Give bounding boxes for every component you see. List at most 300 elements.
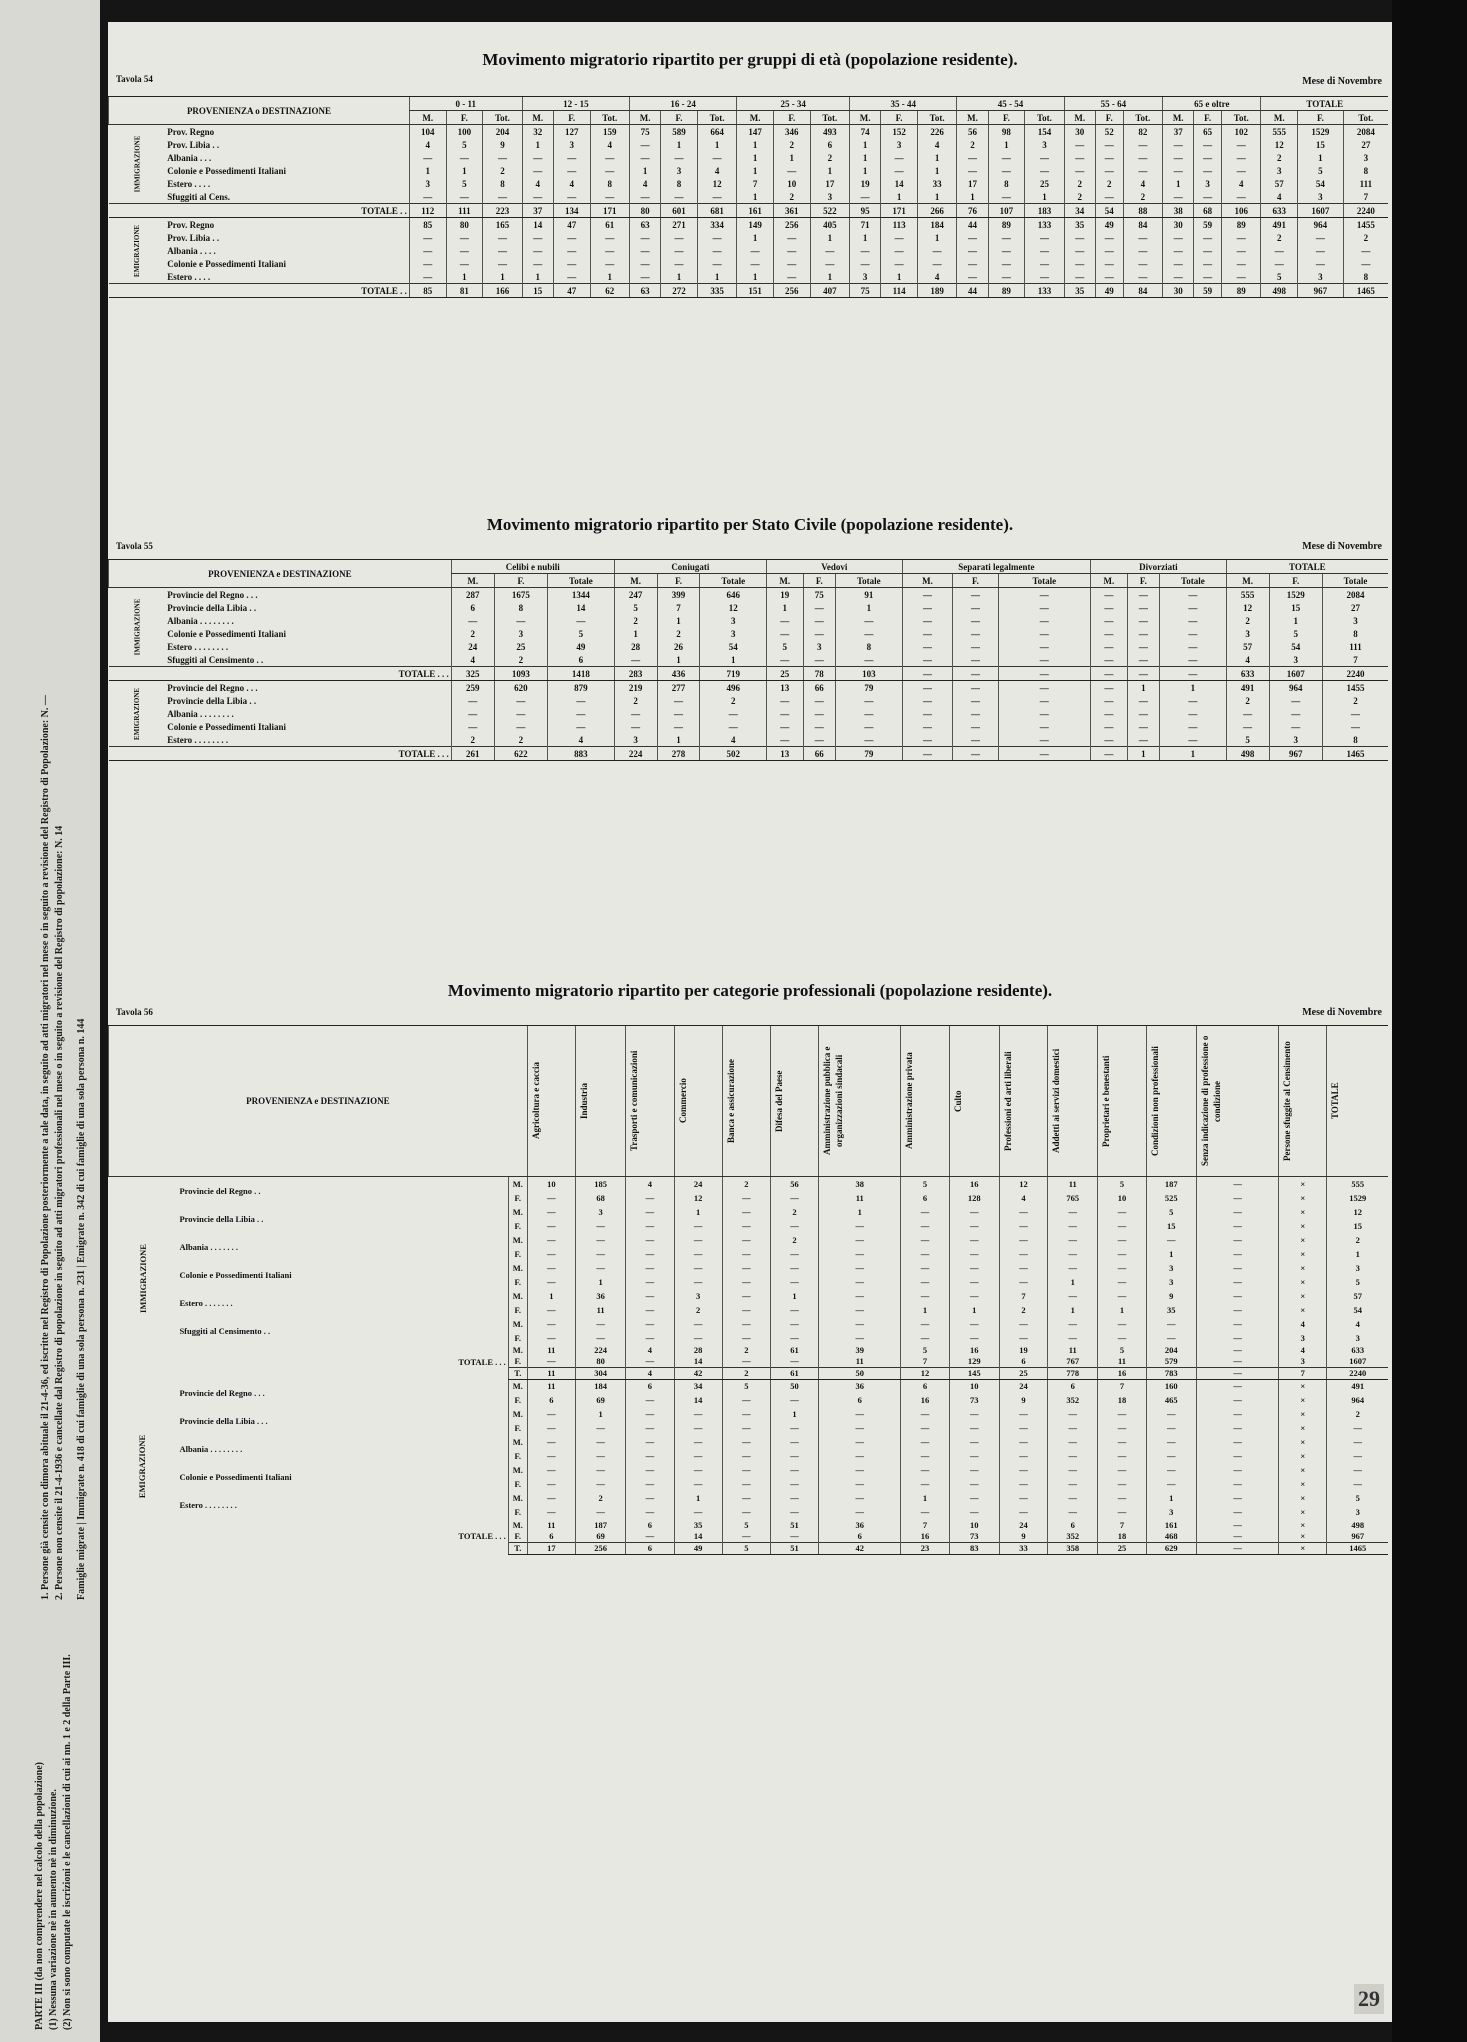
- total-label: TOTALE . . .: [458, 1531, 506, 1542]
- table-row: [109, 1177, 1389, 1192]
- value-cell: —: [819, 1261, 901, 1275]
- value-cell: 5: [1146, 1205, 1196, 1219]
- total-row: [109, 747, 1389, 761]
- row-label: Estero . . . . . . . .: [179, 1500, 237, 1510]
- value-cell: —: [819, 1275, 901, 1289]
- value-cell: 3: [810, 190, 849, 204]
- total-label: TOTALE . . .: [165, 747, 451, 761]
- value-cell: 1: [1127, 681, 1159, 695]
- sub-header: F.: [661, 111, 698, 125]
- value-cell: —: [949, 1261, 999, 1275]
- value-cell: —: [1163, 151, 1194, 164]
- value-cell: —: [1091, 640, 1128, 653]
- value-cell: 1: [409, 164, 446, 177]
- value-cell: —: [901, 1436, 949, 1450]
- value-cell: 187: [1146, 1177, 1196, 1192]
- total-cell: 6: [527, 1531, 575, 1543]
- value-cell: 1: [483, 270, 522, 284]
- value-cell: 30: [1163, 218, 1194, 232]
- value-cell: —: [674, 1317, 722, 1331]
- value-cell: —: [722, 1191, 770, 1205]
- value-cell: —: [737, 244, 774, 257]
- value-cell: ×: [1279, 1450, 1327, 1464]
- total-cell: —: [998, 667, 1091, 681]
- total-cell: 5: [722, 1520, 770, 1531]
- value-cell: —: [1226, 707, 1269, 720]
- value-cell: 12: [1261, 138, 1298, 151]
- value-cell: —: [722, 1408, 770, 1422]
- value-cell: —: [1269, 720, 1322, 733]
- value-cell: 6: [819, 1394, 901, 1408]
- sub-header: Tot.: [810, 111, 849, 125]
- total-cell: 522: [810, 204, 849, 218]
- value-cell: —: [1327, 1478, 1388, 1492]
- total-cell: 1465: [1322, 747, 1388, 761]
- group-label: [109, 125, 166, 204]
- value-cell: ×: [1279, 1191, 1327, 1205]
- value-cell: 2: [773, 138, 810, 151]
- value-cell: 15: [1146, 1219, 1196, 1233]
- total-cell: 4: [626, 1345, 674, 1356]
- total-row: [109, 667, 1389, 681]
- value-cell: —: [630, 244, 661, 257]
- total-cell: —: [902, 747, 953, 761]
- header-row: [109, 1026, 1389, 1177]
- value-cell: —: [1095, 244, 1123, 257]
- value-cell: 2: [674, 1303, 722, 1317]
- total-cell: —: [1091, 667, 1128, 681]
- tavola-55-number: Tavola 55: [116, 541, 153, 551]
- value-cell: 6: [451, 601, 494, 614]
- value-cell: —: [988, 244, 1025, 257]
- sub-header: M.: [409, 111, 446, 125]
- value-cell: —: [575, 1422, 625, 1436]
- value-cell: 1: [657, 614, 700, 627]
- total-cell: 12: [901, 1368, 949, 1380]
- value-cell: —: [1196, 1506, 1278, 1520]
- total-cell: 256: [575, 1542, 625, 1554]
- category-header-text: Persone sfuggite al Censimento: [1282, 1041, 1293, 1161]
- total-cell: —: [1196, 1368, 1278, 1380]
- sub-header: F.: [1298, 111, 1344, 125]
- category-header: [527, 1026, 575, 1177]
- value-cell: —: [901, 1478, 949, 1492]
- value-cell: —: [1064, 244, 1095, 257]
- total-cell: 224: [614, 747, 657, 761]
- value-cell: 465: [1146, 1394, 1196, 1408]
- value-cell: 4: [522, 177, 553, 190]
- value-cell: —: [527, 1275, 575, 1289]
- value-cell: —: [446, 257, 483, 270]
- value-cell: —: [697, 231, 736, 244]
- value-cell: —: [998, 733, 1091, 747]
- row-label: Provincie della Libia . .: [167, 602, 257, 613]
- value-cell: 2084: [1343, 125, 1388, 139]
- value-cell: —: [998, 614, 1091, 627]
- value-cell: —: [998, 640, 1091, 653]
- value-cell: —: [1091, 653, 1128, 667]
- value-cell: —: [998, 588, 1091, 602]
- value-cell: 54: [1269, 640, 1322, 653]
- value-cell: —: [773, 270, 810, 284]
- value-cell: 1: [773, 151, 810, 164]
- value-cell: —: [803, 627, 835, 640]
- value-cell: —: [1095, 164, 1123, 177]
- value-cell: 2: [451, 627, 494, 640]
- total-cell: 66: [803, 747, 835, 761]
- value-cell: —: [614, 707, 657, 720]
- table-row: [109, 190, 1389, 204]
- total-cell: —: [626, 1531, 674, 1543]
- value-cell: —: [998, 627, 1091, 640]
- value-cell: —: [953, 694, 998, 707]
- sub-header: F.: [553, 111, 590, 125]
- value-cell: 11: [1048, 1177, 1098, 1192]
- total-cell: 7: [901, 1520, 949, 1531]
- value-cell: 259: [451, 681, 494, 695]
- value-cell: 11: [819, 1191, 901, 1205]
- value-cell: 1: [901, 1303, 949, 1317]
- value-cell: —: [999, 1261, 1047, 1275]
- value-cell: —: [674, 1331, 722, 1345]
- category-header: [722, 1026, 770, 1177]
- value-cell: —: [988, 270, 1025, 284]
- total-cell: 1607: [1298, 204, 1344, 218]
- table-row: [109, 1492, 1389, 1506]
- value-cell: ×: [1279, 1303, 1327, 1317]
- value-cell: 12: [999, 1177, 1047, 1192]
- value-cell: —: [773, 244, 810, 257]
- value-cell: 2: [657, 627, 700, 640]
- value-cell: —: [626, 1492, 674, 1506]
- value-cell: —: [767, 653, 804, 667]
- value-cell: —: [901, 1317, 949, 1331]
- total-cell: 1: [1160, 747, 1227, 761]
- total-cell: 2240: [1322, 667, 1388, 681]
- total-cell: 54: [1095, 204, 1123, 218]
- value-cell: 25: [494, 640, 547, 653]
- total-cell: 75: [850, 284, 881, 298]
- value-cell: 1: [446, 164, 483, 177]
- total-cell: 14: [674, 1531, 722, 1543]
- value-cell: —: [722, 1219, 770, 1233]
- header-left: PROVENIENZA e DESTINAZIONE: [109, 1026, 528, 1177]
- value-cell: 4: [700, 733, 767, 747]
- group-header: Coniugati: [614, 560, 766, 574]
- value-cell: —: [1194, 151, 1222, 164]
- sub-header: M.: [451, 574, 494, 588]
- value-cell: —: [1222, 151, 1261, 164]
- value-cell: —: [770, 1450, 818, 1464]
- value-cell: —: [1327, 1422, 1388, 1436]
- value-cell: 7: [999, 1289, 1047, 1303]
- value-cell: —: [1098, 1317, 1146, 1331]
- value-cell: —: [700, 720, 767, 733]
- value-cell: —: [527, 1247, 575, 1261]
- total-cell: —: [1127, 667, 1159, 681]
- spacer: [109, 667, 166, 681]
- total-cell: 783: [1146, 1368, 1196, 1380]
- total-cell: 7: [1279, 1368, 1327, 1380]
- value-cell: 24: [451, 640, 494, 653]
- value-cell: 3: [1343, 151, 1388, 164]
- value-cell: 3: [1269, 733, 1322, 747]
- value-cell: 8: [1322, 627, 1388, 640]
- group-label-text: IMMIGRAZIONE: [132, 598, 141, 656]
- total-cell: 1607: [1327, 1356, 1388, 1368]
- value-cell: —: [819, 1464, 901, 1478]
- value-cell: 1: [737, 270, 774, 284]
- value-cell: —: [949, 1436, 999, 1450]
- total-cell: 51: [770, 1520, 818, 1531]
- value-cell: —: [527, 1422, 575, 1436]
- value-cell: —: [1091, 681, 1128, 695]
- total-cell: 3: [1279, 1356, 1327, 1368]
- value-cell: 8: [590, 177, 629, 190]
- value-cell: —: [446, 244, 483, 257]
- value-cell: —: [674, 1436, 722, 1450]
- value-cell: —: [1091, 614, 1128, 627]
- value-cell: 2: [1095, 177, 1123, 190]
- value-cell: 184: [917, 218, 956, 232]
- value-cell: 2: [770, 1205, 818, 1219]
- value-cell: —: [1095, 151, 1123, 164]
- value-cell: 2: [451, 733, 494, 747]
- value-cell: 15: [1327, 1219, 1388, 1233]
- value-cell: 4: [917, 270, 956, 284]
- total-cell: 11: [527, 1368, 575, 1380]
- sex-label: T.: [508, 1542, 527, 1554]
- value-cell: —: [522, 257, 553, 270]
- value-cell: —: [1222, 190, 1261, 204]
- value-cell: —: [881, 244, 918, 257]
- value-cell: —: [697, 190, 736, 204]
- value-cell: —: [451, 707, 494, 720]
- table-row: [109, 164, 1389, 177]
- table-row: [109, 707, 1389, 720]
- table-row: [109, 1436, 1389, 1450]
- value-cell: —: [773, 257, 810, 270]
- value-cell: —: [575, 1261, 625, 1275]
- value-cell: —: [1196, 1261, 1278, 1275]
- value-cell: —: [674, 1219, 722, 1233]
- total-cell: 28: [674, 1345, 722, 1356]
- category-header-text: Amministrazione pubblica e organizzazioni sindacali: [822, 1046, 845, 1156]
- value-cell: 765: [1048, 1191, 1098, 1205]
- group-label-text: EMIGRAZIONE: [132, 224, 141, 277]
- value-cell: 3: [1269, 653, 1322, 667]
- value-cell: —: [1196, 1177, 1278, 1192]
- group-header: Divorziati: [1091, 560, 1227, 574]
- value-cell: —: [1025, 231, 1064, 244]
- value-cell: 3: [409, 177, 446, 190]
- value-cell: 1: [770, 1408, 818, 1422]
- value-cell: ×: [1279, 1506, 1327, 1520]
- value-cell: 405: [810, 218, 849, 232]
- value-cell: —: [553, 164, 590, 177]
- value-cell: 226: [917, 125, 956, 139]
- value-cell: 5: [1098, 1177, 1146, 1192]
- value-cell: —: [1196, 1464, 1278, 1478]
- value-cell: —: [626, 1219, 674, 1233]
- value-cell: 5: [767, 640, 804, 653]
- value-cell: —: [949, 1205, 999, 1219]
- value-cell: —: [819, 1233, 901, 1247]
- value-cell: —: [1196, 1422, 1278, 1436]
- total-cell: 11: [1098, 1356, 1146, 1368]
- total-cell: 63: [630, 284, 661, 298]
- total-cell: 78: [803, 667, 835, 681]
- total-cell: 129: [949, 1356, 999, 1368]
- value-cell: —: [674, 1261, 722, 1275]
- value-cell: —: [722, 1317, 770, 1331]
- value-cell: 1: [1327, 1247, 1388, 1261]
- value-cell: 8: [836, 640, 903, 653]
- total-cell: 44: [957, 284, 988, 298]
- value-cell: —: [902, 614, 953, 627]
- value-cell: 1344: [548, 588, 615, 602]
- value-cell: 3: [494, 627, 547, 640]
- value-cell: 74: [850, 125, 881, 139]
- value-cell: —: [902, 588, 953, 602]
- value-cell: 1: [590, 270, 629, 284]
- spacer: [109, 284, 166, 298]
- sidebar-notes: [0, 0, 100, 2042]
- value-cell: 102: [1222, 125, 1261, 139]
- value-cell: —: [674, 1478, 722, 1492]
- value-cell: —: [1127, 601, 1159, 614]
- total-cell: —: [626, 1356, 674, 1368]
- table-row: [109, 270, 1389, 284]
- value-cell: —: [999, 1464, 1047, 1478]
- value-cell: —: [770, 1464, 818, 1478]
- value-cell: 491: [1226, 681, 1269, 695]
- value-cell: —: [901, 1408, 949, 1422]
- value-cell: —: [697, 257, 736, 270]
- group-label: [109, 681, 166, 747]
- value-cell: 1455: [1343, 218, 1388, 232]
- total-cell: 16: [901, 1531, 949, 1543]
- value-cell: 3: [1146, 1506, 1196, 1520]
- total-cell: 767: [1048, 1356, 1098, 1368]
- value-cell: —: [1098, 1478, 1146, 1492]
- value-cell: —: [1146, 1422, 1196, 1436]
- value-cell: —: [901, 1506, 949, 1520]
- value-cell: 8: [1343, 270, 1388, 284]
- category-header: [1098, 1026, 1146, 1177]
- total-cell: 498: [1261, 284, 1298, 298]
- group-label: [109, 1177, 178, 1380]
- value-cell: —: [590, 151, 629, 164]
- total-cell: 42: [674, 1368, 722, 1380]
- value-cell: 47: [553, 218, 590, 232]
- value-cell: —: [1163, 190, 1194, 204]
- group-header: 12 - 15: [522, 97, 629, 111]
- total-cell: 629: [1146, 1542, 1196, 1554]
- value-cell: 1: [836, 601, 903, 614]
- value-cell: 11: [575, 1303, 625, 1317]
- value-cell: —: [819, 1247, 901, 1261]
- value-cell: 3: [1327, 1331, 1388, 1345]
- value-cell: 1: [917, 151, 956, 164]
- value-cell: ×: [1279, 1233, 1327, 1247]
- value-cell: 5: [722, 1380, 770, 1394]
- category-header-text: Proprietari e benestanti: [1101, 1055, 1112, 1147]
- sub-header: M.: [1091, 574, 1128, 588]
- value-cell: 3: [1322, 614, 1388, 627]
- value-cell: 185: [575, 1177, 625, 1192]
- value-cell: 2: [1064, 177, 1095, 190]
- value-cell: 111: [1343, 177, 1388, 190]
- value-cell: —: [1196, 1436, 1278, 1450]
- value-cell: 75: [803, 588, 835, 602]
- value-cell: —: [1048, 1289, 1098, 1303]
- value-cell: 2: [1064, 190, 1095, 204]
- value-cell: 3: [553, 138, 590, 151]
- sub-header: F.: [1095, 111, 1123, 125]
- value-cell: 12: [1226, 601, 1269, 614]
- value-cell: —: [1098, 1436, 1146, 1450]
- value-cell: —: [953, 733, 998, 747]
- value-cell: —: [1160, 694, 1227, 707]
- value-cell: —: [409, 270, 446, 284]
- value-cell: —: [483, 231, 522, 244]
- value-cell: —: [1222, 270, 1261, 284]
- value-cell: —: [548, 720, 615, 733]
- value-cell: —: [553, 190, 590, 204]
- value-cell: —: [630, 270, 661, 284]
- value-cell: 50: [770, 1380, 818, 1394]
- value-cell: 3: [1298, 190, 1344, 204]
- value-cell: —: [548, 694, 615, 707]
- value-cell: —: [1091, 601, 1128, 614]
- value-cell: —: [1163, 138, 1194, 151]
- value-cell: —: [803, 720, 835, 733]
- value-cell: —: [770, 1478, 818, 1492]
- value-cell: 1: [522, 270, 553, 284]
- value-cell: 1: [575, 1275, 625, 1289]
- total-cell: 325: [451, 667, 494, 681]
- value-cell: —: [1196, 1191, 1278, 1205]
- value-cell: 8: [661, 177, 698, 190]
- value-cell: 6: [901, 1191, 949, 1205]
- value-cell: 3: [700, 627, 767, 640]
- total-cell: —: [1160, 667, 1227, 681]
- value-cell: 1: [917, 231, 956, 244]
- category-header-text: Banca e assicurazione: [725, 1059, 736, 1143]
- total-cell: 361: [773, 204, 810, 218]
- group-label-text: IMMIGRAZIONE: [132, 135, 141, 193]
- value-cell: 4: [626, 1177, 674, 1192]
- total-cell: 261: [451, 747, 494, 761]
- value-cell: —: [590, 257, 629, 270]
- value-cell: 1: [527, 1289, 575, 1303]
- value-cell: —: [1322, 707, 1388, 720]
- value-cell: —: [988, 190, 1025, 204]
- total-cell: 38: [1163, 204, 1194, 218]
- sex-label: F.: [508, 1219, 527, 1233]
- sex-label: M.: [508, 1205, 527, 1219]
- total-cell: 5: [901, 1345, 949, 1356]
- group-header: 0 - 11: [409, 97, 522, 111]
- value-cell: ×: [1279, 1436, 1327, 1450]
- value-cell: 1: [575, 1408, 625, 1422]
- value-cell: —: [767, 720, 804, 733]
- total-cell: —: [953, 667, 998, 681]
- value-cell: 1529: [1327, 1191, 1388, 1205]
- total-cell: 5: [722, 1542, 770, 1554]
- total-cell: 16: [1098, 1368, 1146, 1380]
